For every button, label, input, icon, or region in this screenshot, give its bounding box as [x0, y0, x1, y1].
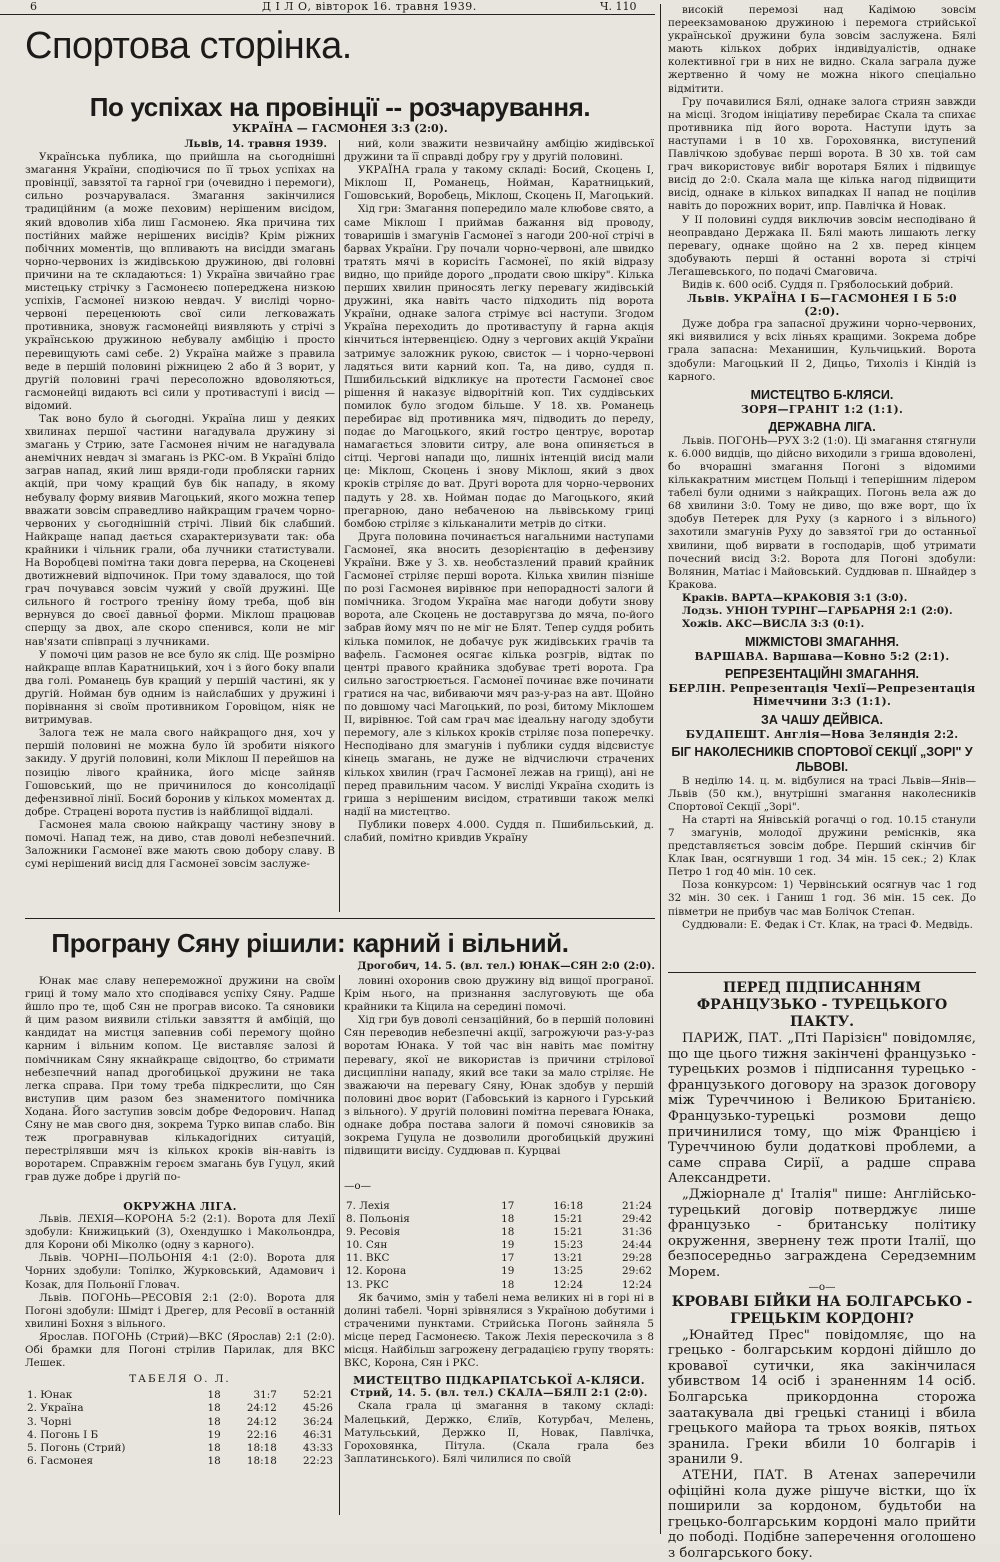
stat-cell: 15:21	[553, 1213, 584, 1226]
table-row	[344, 1200, 654, 1213]
news2-headline: КРОВАВІ БІЙКИ НА БОЛГАРСЬКО - ГРЕЦЬКІМ КОРДОНІ?	[671, 1293, 973, 1327]
stat-cell: 15:23	[553, 1239, 584, 1252]
stat-cell: 17	[501, 1200, 515, 1212]
table-row	[344, 1239, 654, 1252]
pidkarpattya-text: Скала грала ці змагання в такому складі: Малецький, Держко, Єлиїв, Котурбач, Мелень, Матульський, Держко II, Новак, Павлічка, Гороховянка, Пітула. (Скала грала без Заплатинського). Бялі чилилися по своїй	[344, 1400, 654, 1465]
table-commentary: Як бачимо, змін у табелі нема великих ні в горі ні в долині табелі. Чорні зрівнялися з Україною добутими і страченими пунктами. Стрийська Погонь зайняла 5 місце перед Гасмонеєю. Також Лехія перескочила з 8 місця. Найбільш загрожену деградацією групу творять: ВКС, Корона, Сян і РКС.	[344, 1291, 654, 1370]
news-separator: —о—	[808, 1280, 836, 1293]
stat-cell: 22:23	[303, 1454, 333, 1467]
stat-cell: 18:18	[246, 1441, 277, 1454]
state-league-text: Львів. ПОГОНЬ—РУХ 3:2 (1:0). Ці змагання стягнули к. 6.000 видців, що дійсно виходили з гриша вдоволені, бо вчорашні змагання Погоні з відомими кількакратним мистцем Польщі і теперішним лідером табелі були одними з найкращих. Погонь вела аж до 68 хвилини 3:0. Тому не диво, що вже ворт, що їх здобув Петерек для Руху (з карного і з вільного) захотили змагунів Руху до завзятої гри до останньої хвилини, щоб вирвати в господарів, щоб утримати почесний висід 3:2. Ворота для Погоні здобули: Волянин, Матіас і Майовський. Суддював п. Шнайдер з Кракова.	[668, 434, 976, 591]
team-cell: 11. ВКС	[346, 1252, 390, 1265]
table-row	[25, 1389, 335, 1402]
article1-paragraph: Публики поверх 4.000. Суддя п. Пшибильський, д. слабий, помітно кривдив Україну	[344, 818, 654, 844]
league-result: Хожів. АКС—ВИСЛА 3:3 (0:1).	[682, 618, 865, 631]
stat-cell: 45:26	[303, 1402, 333, 1415]
state-league-heading: ДЕРЖАВНА ЛІГА.	[768, 419, 876, 434]
table-row	[344, 1226, 654, 1239]
stat-cell: 15:21	[553, 1226, 584, 1239]
stat-cell: 29:42	[622, 1213, 652, 1226]
okruzhna-liga-section	[25, 1200, 335, 1534]
stat-cell: 18:18	[246, 1454, 277, 1467]
stat-cell: 52:21	[303, 1389, 333, 1402]
reserve-match-text: Дуже добра гра запасної дружини чорно-червоних, які виявилися у всіх ліньях кращими. Зокрема добре грала запасна: Механишин, Кульчицький. Ворота здобули: Магоцький II 2, Дицьо, Тихоліз і Кіндій із карного.	[668, 318, 976, 383]
stat-cell: 19	[501, 1239, 515, 1252]
stat-cell: 31:7	[253, 1389, 277, 1402]
article2-paragraph: Юнак має славу непереможної дружини на своїм гриці й тому мало хто сподівався успіху Сяну. Радше йшло про те, щоб Сян не програв високо. Та сяновики й цим разом виявили стільки завзяття й амбіцій, що кандидат на мистця запевнив собі перемогу щойно карним і вільним копом. Це виставляє залозі й помічникам Сяну якнайкраще свідоцтво, бо стримати небезпечний напад дрогобицької дружини не така легка справа. При тому треба підкреслити, що Сян виступив цим разом без знаменитого помічника Ходана. Його заступив зовсім добре Федорович. Напад Сяну не мав свого дня, зокрема Турко випав слабо. Він теж програвнував кількадогідних ситуацій, перестрілявши мяч із кількох кроків він-навіть із воротарем. Справжнім героєм змагань був Гуцул, який грав дуже добре і другій по-	[25, 975, 335, 1184]
table-row	[344, 1265, 654, 1278]
stat-cell: 12:24	[622, 1278, 652, 1291]
team-cell: 6. Гасмонея	[27, 1454, 94, 1467]
pidkarpattya-dateline: Стрий, 14. 5. (вл. тел.) СКАЛА—БЯЛІ 2:1 (2:0).	[350, 1387, 648, 1400]
article1-paragraph: У помочі цим разов не все було як слід. Ще розмірно найкраще вплав Каратницький, хоч і з його боку впали два голі. Романець був кращий у першій частині, як у другій. Нойман був одним із найслабших у дружині і порівнання зі своїм противником Горовіцом, ніяк не витримував.	[25, 648, 335, 727]
article1-paragraph: Гасмонея мала своюю найкращу частину знову в помочі. Напад теж, на диво, став доволі небезпечний. Заложники Гасмонеї вже мають свою добору славу. В сумі нерішений висід для Гасмонеї зовсім заслуже-	[25, 818, 335, 871]
representative-result: БЕРЛІН. Репрезентація Чехії—Репрезентація Німеччини 3:3 (1:1).	[668, 682, 976, 709]
article1-subhead: УКРАЇНА — ГАСМОНЕЯ 3:3 (2:0).	[232, 122, 448, 135]
stat-cell: 18	[501, 1226, 515, 1239]
table-row	[344, 1213, 654, 1226]
article2-paragraph: Хід гри був доволі сензаційний, бо в першій половині Сян переводив небезпечні акції, загрожуючи раз-у-раз воротам Юнака. У той час він навіть має помітну перевагу, якої не використав із причини стрілової дисципліни нападу, який все таки за мало стріляє. Не зважаючи на перевагу Сяну, Юнак здобув у першій половині двоє ворит (Габовський із карного і Гурський з вільного). У другій половині помітна перевага Юнака, однаке добра постава залоги й помочі сяновиків за зокрема Гуцула не дозволили дрогобицькій дружині підвищити висіду. Суддював п. Курцваі	[344, 1014, 654, 1158]
stat-cell: 18	[501, 1278, 515, 1291]
column-rule-lower	[339, 975, 340, 1515]
article1-paragraph: УКРАЇНА грала у такому складі: Босий, Скоцень I, Міклош II, Романець, Нойман, Каратницький, Гошовський, Воробець, Міклош, Скоцень II, Магоцький.	[344, 164, 654, 203]
skala-report-paragraph: високій перемозі над Кадімою зовсім переекзамованою дружиною і перемога стрийської української дружини була зовсім заслужена. Бялі мають кількох добрих індивідуалістів, однаке колективної гри в них не видно. Скала заграла дуже жертвенно й чому не можна нікого спеціально відмітити.	[668, 4, 976, 95]
cycling-heading: БІГ НАКОЛЕСНИКІВ СПОРТОВОЇ СЕКЦІЇ „ЗОРІ" У ЛЬВОВІ.	[671, 744, 973, 774]
right-column-sports	[668, 4, 976, 968]
stat-cell: 21:24	[622, 1200, 652, 1212]
column-rule-right	[660, 4, 661, 1534]
page-number: 6	[30, 0, 37, 13]
news1-headline: ПЕРЕД ПІДПИСАННЯМ ФРАНЦУЗЬКО - ТУРЕЦЬКОГО ПАКТУ.	[696, 980, 948, 1030]
section-title: Спортова сторінка.	[25, 25, 352, 67]
team-cell: 2. Україна	[27, 1402, 84, 1415]
article1-paragraph: ний, коли зважити незвичайну амбіцію жидівської дружини та її справді добру гру у другій половині.	[344, 138, 654, 164]
table-row	[25, 1416, 335, 1429]
team-cell: 1. Юнак	[27, 1389, 73, 1402]
stat-cell: 24:44	[622, 1239, 652, 1252]
masthead-title-date: Д І Л О, вівторок 16. травня 1939.	[262, 0, 477, 13]
cycling-paragraph: На старті на Янівській рогачці о год. 10.15 станули 7 змагунів, молодої дружини реміснків, яка представляється зовсім добре. Перший скінчив біг Клак Іван, осягнувши 1 год. 34 мін. 15 сек.; 2) Клак Петро 1 год 40 мін. 10 сек.	[668, 813, 976, 879]
team-cell: 10. Сян	[346, 1239, 388, 1252]
article2-headline: Програну Сяну рішили: карний і вільний.	[51, 928, 569, 958]
skala-report-paragraph: Видів к. 600 осіб. Суддя п. Гряболоський добрий.	[682, 278, 954, 291]
davis-cup-result: БУДАПЕШТ. Англія—Нова Зеляндія 2:2.	[685, 727, 959, 741]
cycling-paragraph: Суддювали: Е. Федак і Ст. Клак, на трасі Ф. Медвідь.	[682, 918, 973, 931]
right-divider	[668, 972, 976, 973]
news1-paragraph: ПАРИЖ, ПАТ. „Пті Парізієн" повідомляє, що ще цього тижня закінчені французько - турецьких розмов і підписання турецько - французького договору на зразок договору між Туреччиною і Великою Британією. Французько-турецькі розмови дещо причинилися тому, що між Францією і Туреччиною були додаткові проблеми, а саме справа Сирії, а радше справа Александрети.	[668, 1031, 976, 1187]
right-column-news	[668, 980, 976, 1561]
stat-cell: 13:25	[553, 1265, 584, 1278]
stat-cell: 17	[501, 1252, 515, 1265]
intercity-result: ВАРШАВА. Варшава—Ковно 5:2 (2:1).	[694, 650, 950, 664]
team-cell: 12. Корона	[346, 1265, 407, 1278]
article1-dateline: Львів, 14. травня 1939.	[184, 138, 327, 150]
issue-number: Ч. 110	[600, 0, 637, 13]
column-rule	[339, 140, 340, 912]
stat-cell: 19	[207, 1428, 221, 1441]
news2-paragraph: „Юнайтед Прес" повідомляє, що на грецько - болгарським кордоні дійшло до кровавої сутички, яка закінчилася убивством 14 осіб і зраненням 14 осіб. Болгарська прикордонна сторожа заатакувала дві грецькі станиці і вбила грецького майора та трьох вояків, пятьох зранила. Греки вбили 10 болгарів і зранили 9.	[668, 1327, 976, 1468]
article1-column-2	[344, 138, 654, 914]
league-table-part-2	[344, 1200, 654, 1292]
team-cell: 4. Погонь І Б	[27, 1428, 99, 1441]
team-cell: 3. Чорні	[27, 1415, 72, 1428]
team-cell: 13. РКС	[346, 1278, 389, 1291]
news2-paragraph: АТЕНИ, ПАТ. В Атенах заперечили офіційні кола дуже рішуче вістки, що їх поширили за кордоном, будьтоби на грецько-болгарським кордоні мало прийти до пободі. Подібне заперечення оголошено з болгарського боку.	[668, 1467, 976, 1561]
stat-cell: 19	[501, 1265, 515, 1278]
okruzhna-heading: ОКРУЖНА ЛІГА.	[123, 1200, 237, 1213]
table-title: ТАБЕЛЯ О. Л.	[129, 1373, 231, 1386]
davis-cup-heading: ЗА ЧАШУ ДЕЙВІСА.	[761, 712, 883, 727]
representative-heading: РЕПРЕЗЕНТАЦІЙНІ ЗМАГАННЯ.	[724, 667, 920, 682]
article1-column-1	[25, 138, 335, 914]
pidkarpattya-heading: МИСТЕЦТВО ПІДКАРПАТСЬКОЇ А-КЛЯСИ.	[353, 1374, 645, 1388]
stat-cell: 29:28	[622, 1252, 652, 1265]
stat-cell: 18	[501, 1213, 515, 1226]
league-result: Лодзь. УНІОН ТУРІНГ—ГАРБАРНЯ 2:1 (2:0).	[682, 605, 953, 618]
intercity-heading: МІЖМІСТОВІ ЗМАГАННЯ.	[745, 635, 899, 650]
cycling-paragraph: В неділю 14. ц. м. відбулися на трасі Львів—Янів—Львів (50 км.), внутрішні змагання наколесників Спортової Секції „Зорі".	[668, 774, 976, 813]
article2-dateline: Дрогобич, 14. 5. (вл. тел.) ЮНАК—СЯН 2:0 (2:0).	[357, 960, 655, 972]
match-report: Львів. ПОГОНЬ—РЕСОВІЯ 2:1 (2:0). Ворота для Погоні здобули: Шмідт і Дрегер, для Ресовії в останній хвилині Бохня з вільного.	[25, 1291, 335, 1330]
article2-column-2	[344, 975, 654, 1193]
article1-paragraph: Хід гри: Змагання попередило мале клюбове свято, а саме Міклош I приймав бажання від проводу, товаришів і змагунів Гасмонеї з нагоди 200-ної стрічі в барвах України. Гру почали чорно-червоні, але швидко тратять мячі в корисіть Гасмонеї, по якій відразу видно, що прийде дорого „продати свою шкіру". Кілька перших хвилин приносять легку перевагу жидівській дружині, яка навіть часто підходить під ворота України, однаке залога стрімує всі наступи. Згодом Україна переходить до противаступу й гарна акція кінчиться інтервенцією. Одну з чергових акцій України затримує заложник рукою, свисток — і чорно-червоні ладяться вити карний коп. Та, на диво, суддя п. Пшибильський відкликує на протести Гасмонеї своє рішення й наказує відворітній коп. Тих суддівських помилок було згодом більше. У 18. хв. Романець перебирає від противника мяч, підводить до переду, подає до Магоцького, який гостро центрує, воротар намагається зловити ситру, але вона опиняється в сітці. Чергові напади що, лишніх інтенцій висід мали це: Міклош, Скоцень і знову Міклош, який з двох кроків стріляє до ват. Другі ворота для чорно-червоних падуть у 28. хв. Нойман подає до Магоцького, який прегарною, дано небаченою на львівському гриці бомбою стріляє з кільканалити метрів до сітки.	[344, 203, 654, 530]
table-row	[25, 1429, 335, 1442]
stat-cell: 29:62	[622, 1265, 652, 1278]
article1-paragraph: Українська публика, що прийшла на сьогоднішні змагання України, сподіючися по її трьох успіхах на провінції, завзятої та гарної гри (очевидно і перемоги), сильно розчарувалася. Змагання закінчилися традиційним (а може пеховим) нерішеним висідом, який вдоволив хіба лиш Гасмонею. Яка причина тих постійних майже нерішених висідів? Крім ріжних побічних моментів, що впливають на висідди змагань чорно-червоних із жидівською дружиною, дві головні причини на те складаються: 1) Україна звичайно грає мистецьку стрічку з Гасмонеєю попереджена низкою успіхів, Гасмонеї низкою невдач. У висліді чорно-червоні переценюють свої сили легковажать противника, зновуж гасмонейці виявляють у стрічі з українською дружиною небувалу амбіцію і просто перевищують самі себе. 2) Україна майже з правила веде в першій половині ріжницею 2 або й 3 ворит, у другій половині грачі пересоложно вдоволяються, гасмонейці видають всі сили у противаступі і висід — відомий.	[25, 151, 335, 412]
stat-cell: 43:33	[303, 1441, 333, 1454]
table-row	[25, 1442, 335, 1455]
stat-cell: 24:12	[246, 1415, 277, 1428]
league-table-part-1	[25, 1389, 335, 1468]
stat-cell: 18	[207, 1454, 221, 1467]
stat-cell: 31:36	[622, 1226, 652, 1239]
stat-cell: 18	[207, 1389, 221, 1402]
article1-paragraph: Так воно було й сьогодні. Україна лиш у деяких хвилинах першої частини нагадувала дружину зі змагань у Стрию, зате Гасмонея нічим не нагадувала анемічних невдач зі змагань із РКС-ом. В Україні блідо заграв напад, який лиш вряди-годи пробляски гарних акцій, при чому кращий був бік нападу, в якому небувалу форму виявив Магоцький, якого можна тепер вважати зовсім справедливо найкращим грачем чорно-червоних у сьогоднішній стрічі. Лівий бік слабший. Найкраще напад дається схарактеризувати так: оба крайники і чільник грали, оба лучники статистували. На Воробцеві помітна таки довга перерва, на Скоценеві двотижневий відпочинок. При тому здавалося, що той грач почувався зовсім чужий у своїй дружині. Ще сильного й гострого треніну йому треба, щоб він вернувся до своєї давньої форми. Міклош працював сперщу за двох, але скоро спенився, коли не міг нав'язати співпраці з лучниками.	[25, 412, 335, 648]
table-row	[25, 1402, 335, 1415]
match-report: Львів. ЛЕХІЯ—КОРОНА 5:2 (2:1). Ворота для Лехії здобули: Книжицький (3), Охендушко і Макольондра, для Корони обі Міколко (одну з карного).	[25, 1213, 335, 1252]
stat-cell: 18	[207, 1402, 221, 1415]
stat-cell: 24:12	[246, 1402, 277, 1415]
team-cell: 7. Лехія	[346, 1200, 390, 1212]
team-cell: 5. Погонь (Стрий)	[27, 1441, 126, 1454]
article-divider	[25, 918, 655, 919]
table-row	[344, 1279, 654, 1292]
article2-paragraph: ловині охоронив свою дружину від вищої програної. Крім нього, на признання заслуговують ще оба крайники та Кіцила на середині помочі.	[344, 975, 654, 1014]
stat-cell: 22:16	[246, 1428, 277, 1441]
stat-cell: 36:24	[303, 1415, 333, 1428]
article1-paragraph: Друга половина починається нагальними наступами Гасмонеї, яка вносить дезорієнтацію в дефензиву України. Вже у 3. хв. необстазлений правий крайник Гасмонеї стріляє перші ворота. Кілька хвилин пізніше по розі Гасмонея вирівнює при непорадності залоги й помічника. Згодом Україна має нагоди добути знову ворота, але Скоцень не доставругзва до мяча, по-його забрав йому мяч по не міг не Блят. Тепер суддя робить кілька помилок, не добачує рук жидівських грачів та вафель. Гасмонея осягає кілька розгрів, відтак по центрі правого крайника здобуває треті ворота. Гра сильно загострюється. Гасмонеї починає вже починати гратися на час, вибиваючи мяч раз-у-раз на авт. Щойно по довшому часі Магоцький, по розі, битому Міклошем II, вирівнює. Той сам грач має ідеальну нагоду здобути перемогу, але з кількох кроків стріляє поза поперечку. Несподівано для змагунів і публики суддя відсвистує кінець змагань, не дуже не відчислючи страчених кількох хвилин (грач Гасмонеї лежав на грищі), ані не перед правильним часом. У висліді Україна сходить із гриша з нерішеним висідом, стративши також мелкі надії на мистецтво.	[344, 530, 655, 818]
reserve-match-heading: Львів. УКРАЇНА І Б—ГАСМОНЕЯ І Б 5:0 (2:0).	[687, 292, 957, 319]
league-table-continuation	[344, 1200, 654, 1534]
skala-report-paragraph: У II половині суддя виключив зовсім несподівано й неоправдано Держака II. Бялі мають лишають легку перевагу, однаке щойно на 2 хв. перед кінцем здобувають перші й останні ворота зі стрічі Легашевського, по подачі Смаговича.	[668, 213, 976, 278]
league-result: Краків. ВАРТА—КРАКОВІЯ 3:1 (3:0).	[682, 591, 908, 604]
stat-cell: 12:24	[553, 1278, 584, 1291]
separator: —о—	[344, 1180, 372, 1192]
article1-paragraph: Залога теж не мала свого найкращого дня, хоч у першій половині не можна було їй зробити ніякого закиду. У другій половині, коли Міклош II перейшов на позицію лівого крайника, його місце зайняв Гошовський, що не причинилося до консолідації дефензивної лінії. Босий боронив у кількох моментах д. добре. Стрaцені ворота пустив із найблищої віддалі.	[25, 727, 335, 818]
article2-column-1	[25, 975, 335, 1193]
stat-cell: 13:21	[553, 1252, 584, 1265]
stat-cell: 18	[207, 1415, 221, 1428]
team-cell: 9. Ресовія	[346, 1226, 401, 1239]
cycling-paragraph: Поза конкурсом: 1) Червінський осягнув час 1 год 32 мін. 30 сек. і Ганиш 1 год. 36 мін. 15 сек. До півметри не прибув час мав Болічок Степан.	[668, 879, 976, 918]
skala-report-paragraph: Гру почавилися Бялі, однаке залога стриян завжди на місці. Згодом ініціативу перебирає Скала та спихає противника під його ворота. Наступи ідуть за наступами і в 10 хв. Гороховянка, виступений Павлічкою здобуває перші ворота. В 30 хв. той сам грач використовує вибіг воротаря Бялих і підвищує висід до 2:0. Скала мала ще кілька нагод підвищити висід, однаке в кількох випадках II напад не поцілив навіть до порожних ворит, ипр. Павлічка й Новак.	[668, 95, 976, 213]
b-class-heading: МИСТЕЦТВО Б-КЛЯСИ.	[750, 387, 894, 402]
table-row	[25, 1455, 335, 1468]
b-class-result: ЗОРЯ—ГРАНІТ 1:2 (1:1).	[740, 402, 904, 416]
table-row	[344, 1252, 654, 1265]
news1-paragraph: „Джіорнале д' Італія" пише: Англійсько-турецький договір потверджує лише французько - британську політику окруження, звернену теж проти Італії, що безпосередньо заграждена Середземним Морем.	[668, 1186, 976, 1280]
team-cell: 8. Польонія	[346, 1213, 410, 1226]
stat-cell: 16:18	[553, 1200, 584, 1212]
match-report: Львів. ЧОРНІ—ПОЛЬОНІЯ 4:1 (2:0). Ворота для Чорних здобули: Топілко, Журковський, Адамович і Козак, для Польонії Гловач.	[25, 1252, 335, 1291]
stat-cell: 18	[207, 1441, 221, 1454]
stat-cell: 46:31	[303, 1428, 333, 1441]
article1-headline: По успіхах на провінції -- розчарування.	[89, 92, 591, 122]
match-report: Ярослав. ПОГОНЬ (Стрий)—ВКС (Ярослав) 2:1 (2:0). Обі брамки для Погоні стрілив Парилак, для ВКС Лешек.	[25, 1330, 335, 1370]
masthead	[0, 0, 655, 15]
